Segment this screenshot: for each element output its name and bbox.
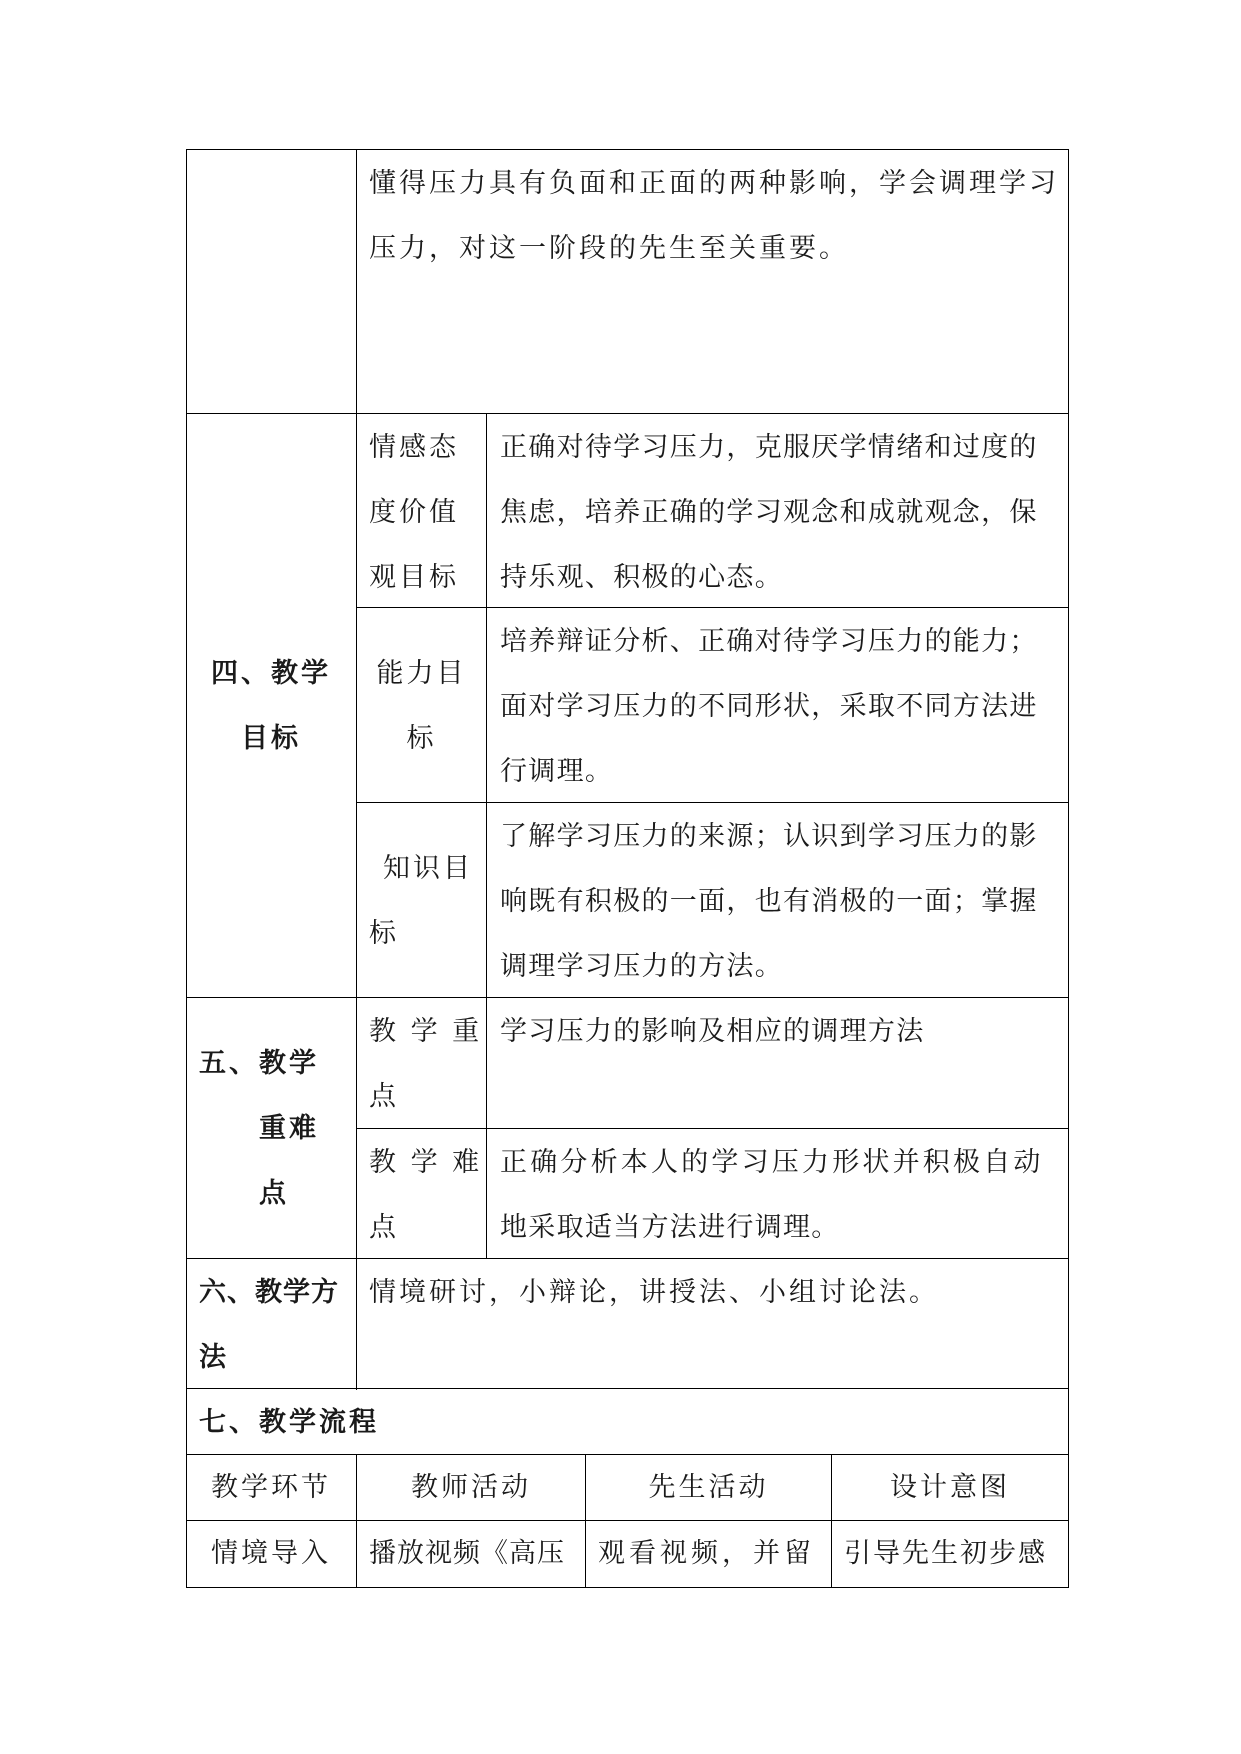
ability-label-line2: 标 (406, 723, 437, 754)
focus-label-line1: 教 学 重 (369, 1016, 483, 1047)
methods-text: 情境研讨，小辩论，讲授法、小组讨论法。 (369, 1277, 939, 1308)
table-border-top (186, 149, 1069, 150)
ability-label-line1: 能力目 (376, 658, 467, 689)
process-col-header-stage: 教学环节 (211, 1472, 331, 1503)
col-divider-2 (486, 413, 487, 1258)
objectives-heading-line1: 四、教学 (211, 658, 331, 689)
methods-heading-line1: 六、教学方 (199, 1277, 339, 1308)
emotional-label-line2: 度价值 (369, 497, 459, 528)
difficulty-label-line1: 教 学 难 (369, 1147, 483, 1178)
knowledge-text-line2: 响既有积极的一面，也有消极的一面；掌握 (500, 886, 1038, 917)
process-row1-student: 观看视频，并留 (598, 1538, 815, 1569)
knowledge-text-line1: 了解学习压力的来源；认识到学习压力的影 (500, 821, 1038, 852)
row-line-7 (186, 1388, 1069, 1389)
row-line-5 (356, 1128, 1069, 1129)
knowledge-text-line3: 调理学习压力的方法。 (500, 951, 783, 982)
methods-heading-line2: 法 (199, 1342, 229, 1373)
emotional-text-line2: 焦虑，培养正确的学习观念和成就观念，保 (500, 497, 1038, 528)
process-col-header-student: 先生活动 (648, 1472, 769, 1503)
process-row1-teacher: 播放视频《高压 (369, 1538, 565, 1569)
keypoints-heading-line1: 五、教学 (199, 1048, 319, 1079)
row-line-1 (186, 413, 1069, 414)
objectives-heading-line2: 目标 (241, 723, 301, 754)
emotional-text-line1: 正确对待学习压力，克服厌学情绪和过度的 (500, 432, 1038, 463)
ability-text-line1: 培养辩证分析、正确对待学习压力的能力； (500, 626, 1038, 657)
difficulty-text-line1: 正确分析本人的学习压力形状并积极自动 (500, 1147, 1044, 1178)
ability-text-line2: 面对学习压力的不同形状，采取不同方法进 (500, 691, 1038, 722)
table-border-bottom (186, 1587, 1069, 1588)
table-border-right (1068, 149, 1069, 1588)
difficulty-text-line2: 地采取适当方法进行调理。 (500, 1212, 840, 1243)
table-border-left (186, 149, 187, 1588)
emotional-label-line1: 情感态 (369, 432, 459, 463)
process-col-header-teacher: 教师活动 (411, 1472, 531, 1503)
emotional-text-line3: 持乐观、积极的心态。 (500, 562, 783, 593)
row-line-3 (356, 802, 1069, 803)
focus-text: 学习压力的影响及相应的调理方法 (500, 1016, 925, 1047)
difficulty-label-line2: 点 (369, 1212, 399, 1243)
intro-text-line2: 压力，对这一阶段的先生至关重要。 (369, 233, 849, 264)
keypoints-heading-line2: 重难 (259, 1113, 319, 1144)
process-col-header-intent: 设计意图 (890, 1472, 1010, 1503)
intro-text-line1: 懂得压力具有负面和正面的两种影响，学会调理学习 (369, 168, 1059, 199)
knowledge-label-line1: 知识目 (383, 853, 473, 884)
ability-text-line3: 行调理。 (500, 756, 614, 787)
knowledge-label-line2: 标 (369, 918, 399, 949)
emotional-label-line3: 观目标 (369, 562, 459, 593)
process-heading: 七、教学流程 (199, 1407, 379, 1438)
keypoints-heading-line3: 点 (259, 1178, 289, 1209)
process-row1-intent: 引导先生初步感 (844, 1538, 1047, 1569)
focus-label-line2: 点 (369, 1081, 399, 1112)
process-row1-stage: 情境导入 (211, 1538, 331, 1569)
